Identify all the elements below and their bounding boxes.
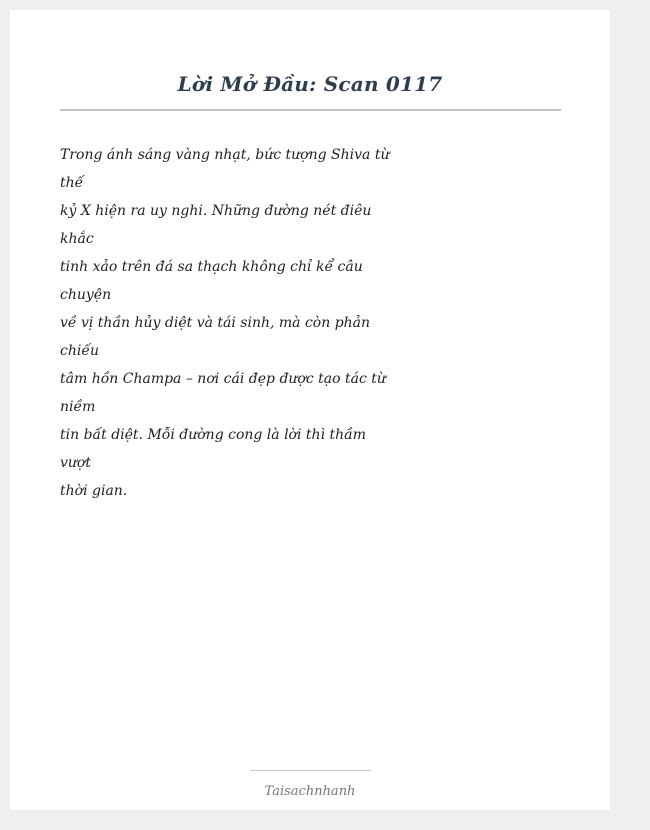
body-line: thế (60, 175, 84, 191)
body-line: chiếu (60, 343, 99, 359)
body-line: niềm (60, 399, 96, 415)
body-line: vượt (60, 455, 91, 471)
body-line: tin bất diệt. Mỗi đường cong là lời thì thầm (60, 427, 366, 443)
body-line: tinh xảo trên đá sa thạch không chỉ kể câu (60, 259, 363, 275)
footer-divider (250, 770, 371, 771)
body-line: về vị thần hủy diệt và tái sinh, mà còn phản (60, 315, 371, 331)
body-paragraph (60, 141, 390, 505)
body-line: kỷ X hiện ra uy nghi. Những đường nét điêu (60, 203, 372, 219)
body-line: Trong ánh sáng vàng nhạt, bức tượng Shiva từ (60, 147, 390, 163)
footer-source: Taisachnhanh (264, 784, 356, 799)
title-divider (60, 109, 561, 111)
page-title: Lời Mở Đầu: Scan 0117 (177, 72, 443, 96)
body-line: chuyện (60, 287, 112, 303)
body-line: thời gian. (60, 483, 128, 499)
body-line: tâm hồn Champa – nơi cái đẹp được tạo tác từ (60, 371, 386, 387)
body-line: khắc (60, 231, 94, 247)
document-page (10, 10, 610, 810)
